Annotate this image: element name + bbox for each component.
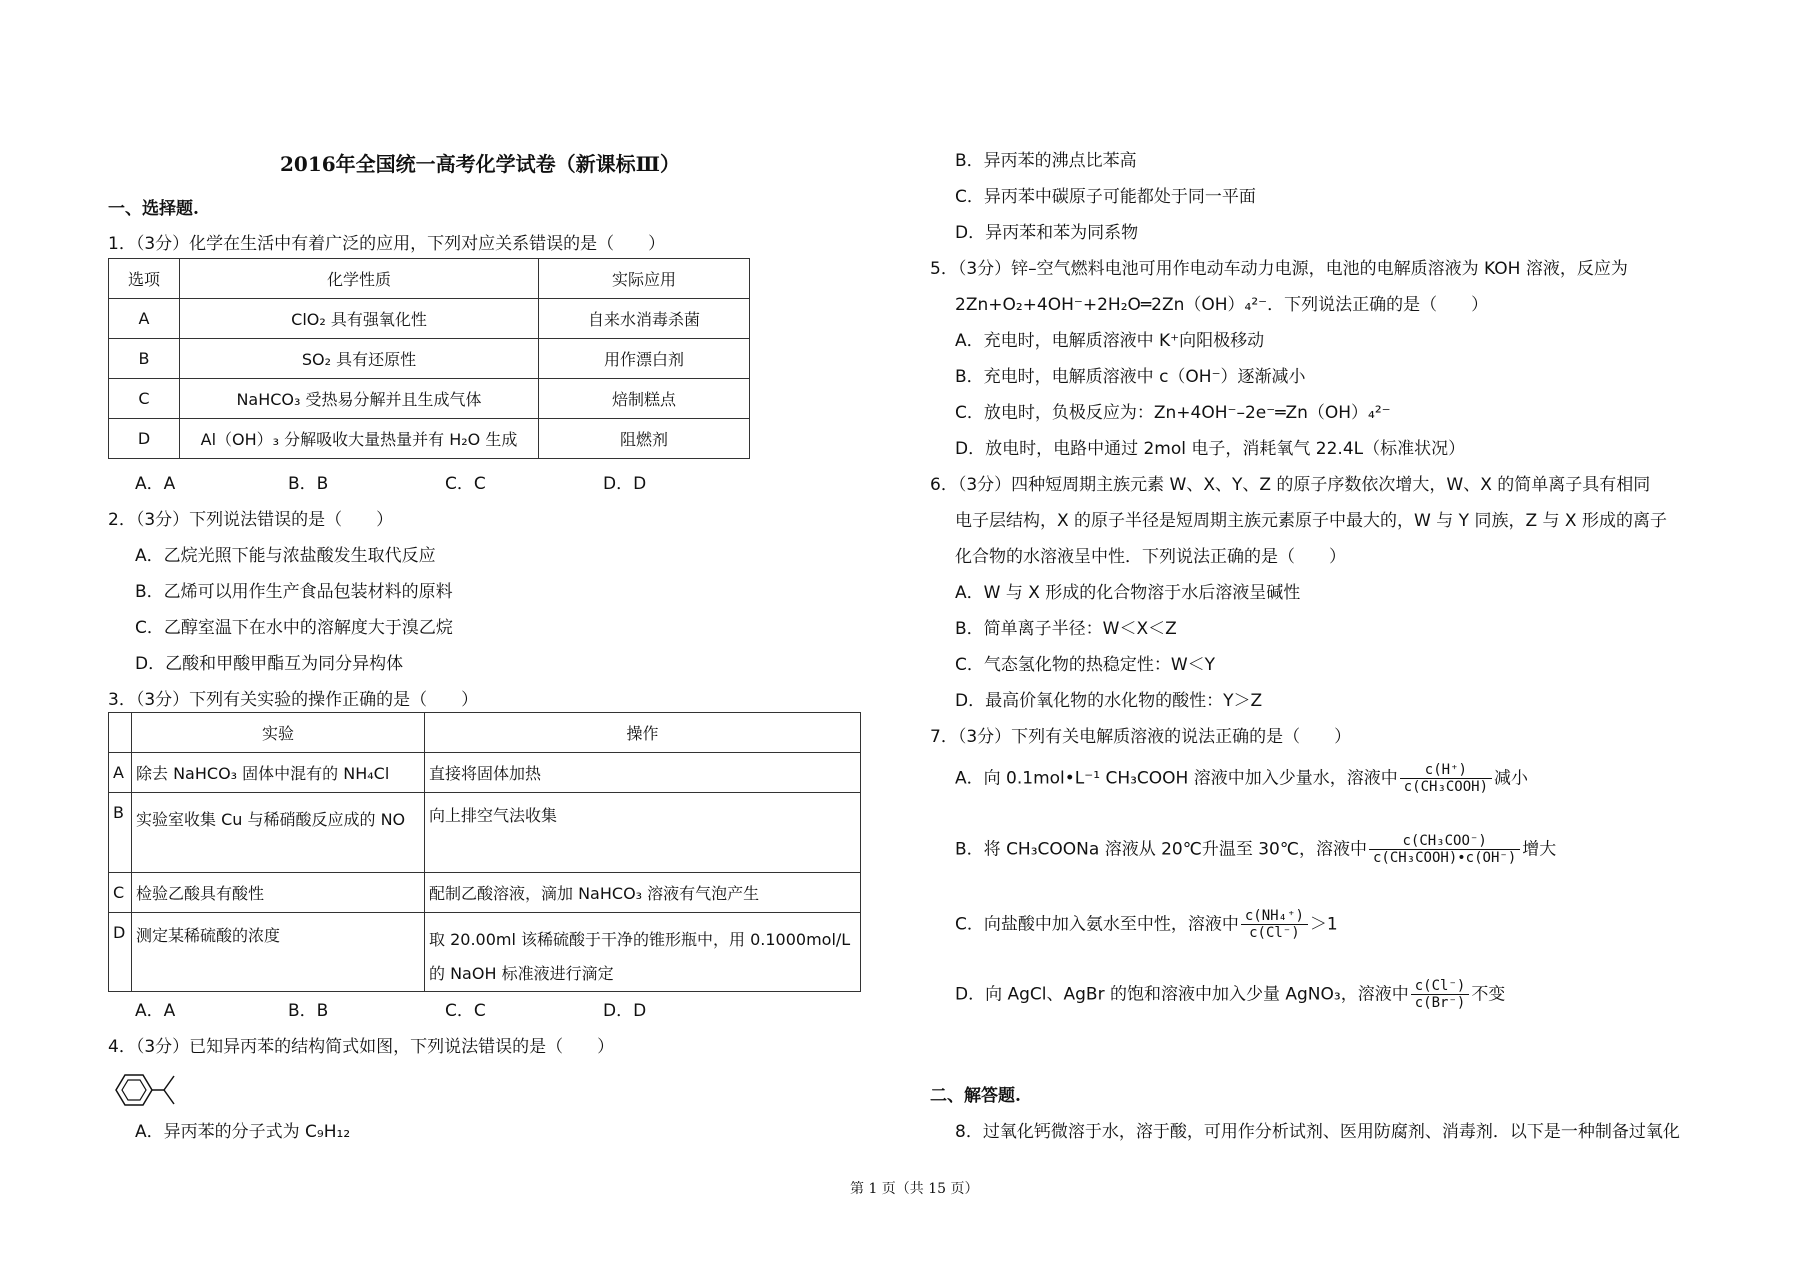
table-cell: A — [109, 299, 180, 339]
table-cell: 取 20.00ml 该稀硫酸于干净的锥形瓶中，用 0.1000mol/L 的 NaOH 标准液进行滴定 — [425, 913, 861, 992]
table-cell: D — [109, 419, 180, 459]
table-header-cell — [109, 713, 132, 753]
table-header-cell: 实验 — [132, 713, 425, 753]
table-cell: 测定某稀硫酸的浓度 — [132, 913, 425, 992]
q2-option-a: A．乙烷光照下能与浓盐酸发生取代反应 — [135, 546, 436, 566]
table-row — [109, 873, 861, 913]
fraction-denominator: c(Cl⁻) — [1249, 925, 1300, 941]
q6-stem-line3: 化合物的水溶液呈中性．下列说法正确的是（ ） — [955, 547, 1346, 567]
table-cell: B — [109, 793, 132, 873]
section-heading-answer: 二、解答题. — [930, 1086, 1021, 1106]
q6-stem-line2: 电子层结构，X 的原子半径是短周期主族元素原子中最大的，W 与 Y 同族，Z 与 X 形成的离子 — [955, 511, 1667, 531]
fraction-numerator: c(CH₃COO⁻) — [1369, 833, 1520, 850]
option-text: 不变 — [1471, 984, 1506, 1005]
fraction — [1369, 833, 1520, 866]
table-cell: B — [109, 339, 180, 379]
option-text: B．将 CH₃COONa 溶液从 20℃升温至 30℃，溶液中 — [955, 839, 1367, 860]
q6-option-c: C．气态氢化物的热稳定性：W＜Y — [955, 655, 1216, 675]
q7-option-d — [955, 978, 1505, 1011]
option-text: 减小 — [1494, 768, 1529, 789]
q3-option-a: A．A — [135, 1001, 176, 1021]
option-text: C．向盐酸中加入氨水至中性，溶液中 — [955, 914, 1239, 935]
q5-stem-line1: 5．（3分）锌–空气燃料电池可用作电动车动力电源，电池的电解质溶液为 KOH 溶液，反应为 — [930, 259, 1628, 279]
q5-option-a: A．充电时，电解质溶液中 K⁺向阳极移动 — [955, 331, 1265, 351]
q1-option-c: C．C — [445, 474, 486, 494]
table-row — [109, 379, 750, 419]
table-cell: NaHCO₃ 受热易分解并且生成气体 — [180, 379, 539, 419]
fraction-denominator: c(CH₃COOH)•c(OH⁻) — [1372, 850, 1517, 866]
q4-option-a: A．异丙苯的分子式为 C₉H₁₂ — [135, 1122, 351, 1142]
q5-stem-line2: 2Zn+O₂+4OH⁻+2H₂O═2Zn（OH）₄²⁻．下列说法正确的是（ ） — [955, 295, 1489, 315]
table-cell: 用作漂白剂 — [539, 339, 750, 379]
q3-stem: 3．（3分）下列有关实验的操作正确的是（ ） — [108, 690, 479, 710]
q6-option-d: D．最高价氧化物的水化物的酸性：Y＞Z — [955, 691, 1263, 711]
table-cell: 直接将固体加热 — [425, 753, 861, 793]
table-header-cell: 化学性质 — [180, 259, 539, 299]
table-cell: A — [109, 753, 132, 793]
q6-stem-line1: 6．（3分）四种短周期主族元素 W、X、Y、Z 的原子序数依次增大，W、X 的简单离子具有相同 — [930, 475, 1651, 495]
q1-option-a: A．A — [135, 474, 176, 494]
q3-table — [108, 712, 861, 992]
page-footer: 第 1 页（共 15 页） — [850, 1181, 979, 1197]
table-cell: D — [109, 913, 132, 992]
table-row — [109, 299, 750, 339]
table-header-cell: 选项 — [109, 259, 180, 299]
option-text: D．向 AgCl、AgBr 的饱和溶液中加入少量 AgNO₃，溶液中 — [955, 984, 1409, 1005]
fraction — [1411, 978, 1470, 1011]
table-cell: SO₂ 具有还原性 — [180, 339, 539, 379]
table-row — [109, 913, 861, 992]
table-cell: ClO₂ 具有强氧化性 — [180, 299, 539, 339]
q1-option-b: B．B — [288, 474, 329, 494]
fraction-numerator: c(H⁺) — [1400, 762, 1492, 779]
table-row — [109, 793, 861, 873]
q7-option-c — [955, 908, 1338, 941]
table-header-row — [109, 713, 861, 753]
q3-option-d: D．D — [603, 1001, 647, 1021]
table-cell: Al（OH）₃ 分解吸收大量热量并有 H₂O 生成 — [180, 419, 539, 459]
q4-option-c: C．异丙苯中碳原子可能都处于同一平面 — [955, 187, 1256, 207]
table-row — [109, 339, 750, 379]
section-heading-choice: 一、选择题. — [108, 199, 199, 219]
option-text: A．向 0.1mol•L⁻¹ CH₃COOH 溶液中加入少量水，溶液中 — [955, 768, 1398, 789]
q7-option-a — [955, 762, 1528, 795]
q8-stem: 8．过氧化钙微溶于水，溶于酸，可用作分析试剂、医用防腐剂、消毒剂．以下是一种制备过氧化 — [955, 1122, 1680, 1142]
q4-stem: 4．（3分）已知异丙苯的结构简式如图，下列说法错误的是（ ） — [108, 1037, 615, 1057]
q2-option-b: B．乙烯可以用作生产食品包装材料的原料 — [135, 582, 453, 602]
fraction — [1241, 908, 1308, 941]
table-cell: 配制乙酸溶液，滴加 NaHCO₃ 溶液有气泡产生 — [425, 873, 861, 913]
q5-option-d: D．放电时，电路中通过 2mol 电子，消耗氧气 22.4L（标准状况） — [955, 439, 1466, 459]
fraction-numerator: c(NH₄⁺) — [1241, 908, 1308, 925]
q3-option-b: B．B — [288, 1001, 329, 1021]
table-header-row — [109, 259, 750, 299]
q7-option-b — [955, 833, 1556, 866]
table-cell: 除去 NaHCO₃ 固体中混有的 NH₄Cl — [132, 753, 425, 793]
table-cell: 自来水消毒杀菌 — [539, 299, 750, 339]
table-cell: 向上排空气法收集 — [425, 793, 861, 873]
table-row — [109, 753, 861, 793]
q1-stem: 1．（3分）化学在生活中有着广泛的应用，下列对应关系错误的是（ ） — [108, 234, 666, 254]
table-cell: 实验室收集 Cu 与稀硝酸反应成的 NO — [132, 793, 425, 873]
q5-option-b: B．充电时，电解质溶液中 c（OH⁻）逐渐减小 — [955, 367, 1306, 387]
table-row — [109, 419, 750, 459]
table-cell: 焙制糕点 — [539, 379, 750, 419]
table-header-cell: 操作 — [425, 713, 861, 753]
option-text: 增大 — [1522, 839, 1557, 860]
q2-stem: 2．（3分）下列说法错误的是（ ） — [108, 510, 394, 530]
option-text: ＞1 — [1309, 914, 1338, 935]
table-header-cell: 实际应用 — [539, 259, 750, 299]
q4-option-d: D．异丙苯和苯为同系物 — [955, 223, 1139, 243]
q2-option-c: C．乙醇室温下在水中的溶解度大于溴乙烷 — [135, 618, 453, 638]
table-cell: 阻燃剂 — [539, 419, 750, 459]
q2-option-d: D．乙酸和甲酸甲酯互为同分异构体 — [135, 654, 404, 674]
fraction — [1400, 762, 1492, 795]
fraction-denominator: c(CH₃COOH) — [1403, 779, 1489, 795]
q4-option-b: B．异丙苯的沸点比苯高 — [955, 151, 1137, 171]
q6-option-b: B．简单离子半径：W＜X＜Z — [955, 619, 1177, 639]
table-cell: C — [109, 379, 180, 419]
fraction-denominator: c(Br⁻) — [1414, 995, 1466, 1011]
q6-option-a: A．W 与 X 形成的化合物溶于水后溶液呈碱性 — [955, 583, 1301, 603]
table-cell: C — [109, 873, 132, 913]
q7-stem: 7．（3分）下列有关电解质溶液的说法正确的是（ ） — [930, 727, 1352, 747]
page-title: 2016年全国统一高考化学试卷（新课标Ⅲ） — [280, 152, 681, 176]
q3-option-c: C．C — [445, 1001, 486, 1021]
isopropylbenzene-structure-icon — [108, 1072, 188, 1108]
table-cell: 检验乙酸具有酸性 — [132, 873, 425, 913]
fraction-numerator: c(Cl⁻) — [1411, 978, 1470, 995]
q1-table — [108, 258, 750, 459]
q1-option-d: D．D — [603, 474, 647, 494]
q5-option-c: C．放电时，负极反应为：Zn+4OH⁻–2e⁻═Zn（OH）₄²⁻ — [955, 403, 1391, 423]
